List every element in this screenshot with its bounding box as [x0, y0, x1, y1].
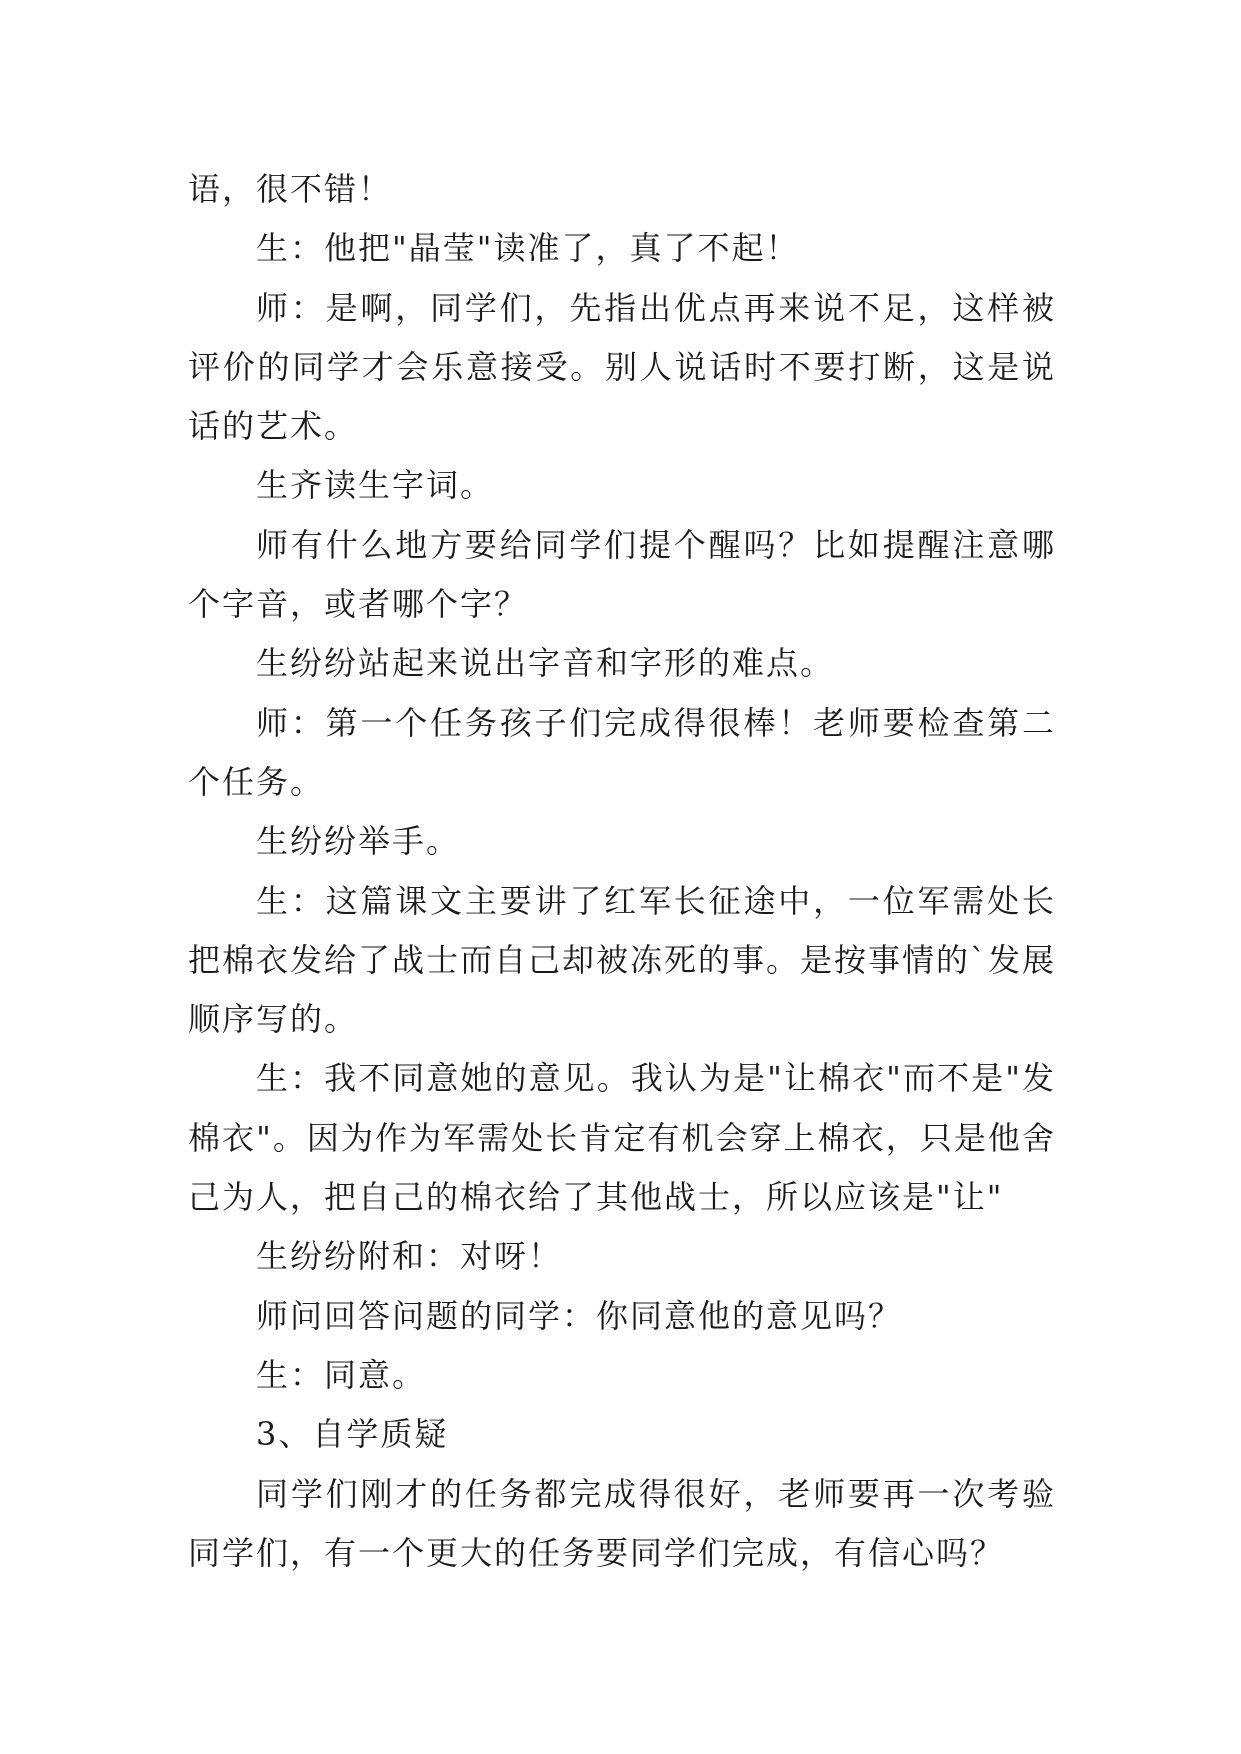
paragraph: 生：同意。	[256, 1355, 427, 1394]
paragraph: 生：我不同意她的意见。我认为是"让棉衣"而不是"发棉衣"。因为作为军需处长肯定有机会穿上棉衣，只是他舍己为人，把自己的棉衣给了其他战士，所以应该是"让"	[188, 1059, 1056, 1217]
paragraph: 语，很不错！	[188, 170, 393, 208]
paragraph: 师：是啊，同学们，先指出优点再来说不足，这样被评价的同学才会乐意接受。别人说话时不要打断，这是说话的艺术。	[188, 288, 1056, 446]
paragraph: 生纷纷站起来说出字音和字形的难点。	[256, 644, 835, 683]
paragraph: 师问回答问题的同学：你同意他的意见吗？	[256, 1296, 903, 1335]
document-body	[188, 160, 1056, 1583]
paragraph: 生：他把"晶莹"读准了，真了不起！	[256, 229, 800, 268]
paragraph: 师：第一个任务孩子们完成得很棒！老师要检查第二个任务。	[188, 703, 1056, 801]
paragraph: 生纷纷举手。	[256, 822, 461, 861]
paragraph: 师有什么地方要给同学们提个醒吗？比如提醒注意哪个字音，或者哪个字？	[188, 525, 1056, 624]
paragraph: 生：这篇课文主要讲了红军长征途中，一位军需处长把棉衣发给了战士而自己却被冻死的事。是按事情的`发展顺序写的。	[188, 881, 1057, 1039]
paragraph: 生齐读生字词。	[256, 466, 495, 505]
section-heading: 3、自学质疑	[256, 1415, 449, 1454]
paragraph: 生纷纷附和：对呀！	[256, 1237, 563, 1276]
paragraph: 同学们刚才的任务都完成得很好，老师要再一次考验同学们，有一个更大的任务要同学们完成，有信心吗？	[188, 1474, 1056, 1572]
